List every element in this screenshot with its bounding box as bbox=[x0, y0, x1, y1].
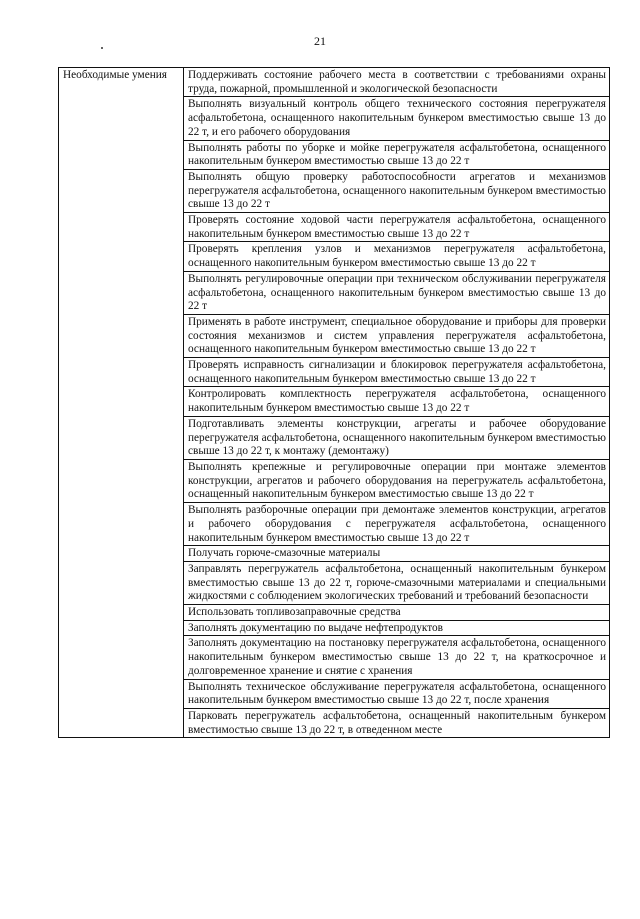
skill-item: Выполнять регулировочные операции при техническом обслуживании перегружателя асфальтобетона, оснащенного накопительным бункером вместимостью свыше 13 до 22 т bbox=[184, 271, 610, 314]
skill-item: Выполнять работы по уборке и мойке перегружателя асфальтобетона, оснащенного накопительным бункером вместимостью свыше 13 до 22 т bbox=[184, 140, 610, 169]
table-row bbox=[59, 68, 610, 97]
skills-table-body bbox=[59, 68, 610, 738]
skill-item: Парковать перегружатель асфальтобетона, оснащенный накопительным бункером вместимостью свыше 13 до 22 т, в отведенном месте bbox=[184, 708, 610, 737]
skill-item: Подготавливать элементы конструкции, агрегаты и рабочее оборудование перегружателя асфальтобетона, оснащенного накопительным бункером вместимостью свыше 13 до 22 т, к монтажу (демонтажу) bbox=[184, 416, 610, 459]
scan-speck bbox=[101, 47, 103, 49]
skill-item: Выполнять техническое обслуживание перегружателя асфальтобетона, оснащенного накопительным бункером вместимостью свыше 13 до 22 т, после хранения bbox=[184, 679, 610, 708]
skill-item: Использовать топливозаправочные средства bbox=[184, 605, 610, 621]
skill-item: Поддерживать состояние рабочего места в соответствии с требованиями охраны труда, пожарной, промышленной и экологической безопасности bbox=[184, 68, 610, 97]
skill-item: Проверять состояние ходовой части перегружателя асфальтобетона, оснащенного накопительным бункером вместимостью свыше 13 до 22 т bbox=[184, 213, 610, 242]
skill-item: Проверять исправность сигнализации и блокировок перегружателя асфальтобетона, оснащенного накопительным бункером вместимостью свыше 13 до 22 т bbox=[184, 358, 610, 387]
skill-item: Получать горюче-смазочные материалы bbox=[184, 546, 610, 562]
skill-item: Применять в работе инструмент, специальное оборудование и приборы для проверки состояния механизмов и систем управления перегружателя асфальтобетона, оснащенного накопительным бункером вместимостью свыше 13 до 22 т bbox=[184, 314, 610, 357]
skill-item: Выполнять визуальный контроль общего технического состояния перегружателя асфальтобетона, оснащенного накопительным бункером вместимостью свыше 13 до 22 т, и его рабочего оборудования bbox=[184, 97, 610, 140]
skill-item: Контролировать комплектность перегружателя асфальтобетона, оснащенного накопительным бункером вместимостью свыше 13 до 22 т bbox=[184, 387, 610, 416]
skill-item: Выполнять крепежные и регулировочные операции при монтаже элементов конструкции, агрегатов и рабочего оборудования на перегружатель асфальтобетона, оснащенный накопительным бункером вместимостью свыше 13 до 22 т bbox=[184, 459, 610, 502]
skill-item: Выполнять общую проверку работоспособности агрегатов и механизмов перегружателя асфальтобетона, оснащенного накопительным бункером вместимостью свыше 13 до 22 т bbox=[184, 169, 610, 212]
skill-item: Выполнять разборочные операции при демонтаже элементов конструкции, агрегатов и рабочего оборудования с перегружателя асфальтобетона, оснащенного накопительным бункером вместимостью свыше 13 до 22 т bbox=[184, 503, 610, 546]
page-number: 21 bbox=[314, 34, 326, 48]
skill-item: Заправлять перегружатель асфальтобетона, оснащенный накопительным бункером вместимостью свыше 13 до 22 т, горюче-смазочными материалами и специальными жидкостями с соблюдением экологических требований и требований безопасности bbox=[184, 561, 610, 604]
skill-item: Заполнять документацию на постановку перегружателя асфальтобетона, оснащенного накопительным бункером вместимостью свыше 13 до 22 т, на краткосрочное и долговременное хранение и снятие с хранения bbox=[184, 636, 610, 679]
required-skills-label: Необходимые умения bbox=[59, 68, 184, 738]
skill-item: Заполнять документацию по выдаче нефтепродуктов bbox=[184, 620, 610, 636]
skills-table bbox=[58, 67, 610, 738]
skill-item: Проверять крепления узлов и механизмов перегружателя асфальтобетона, оснащенного накопительным бункером вместимостью свыше 13 до 22 т bbox=[184, 242, 610, 271]
